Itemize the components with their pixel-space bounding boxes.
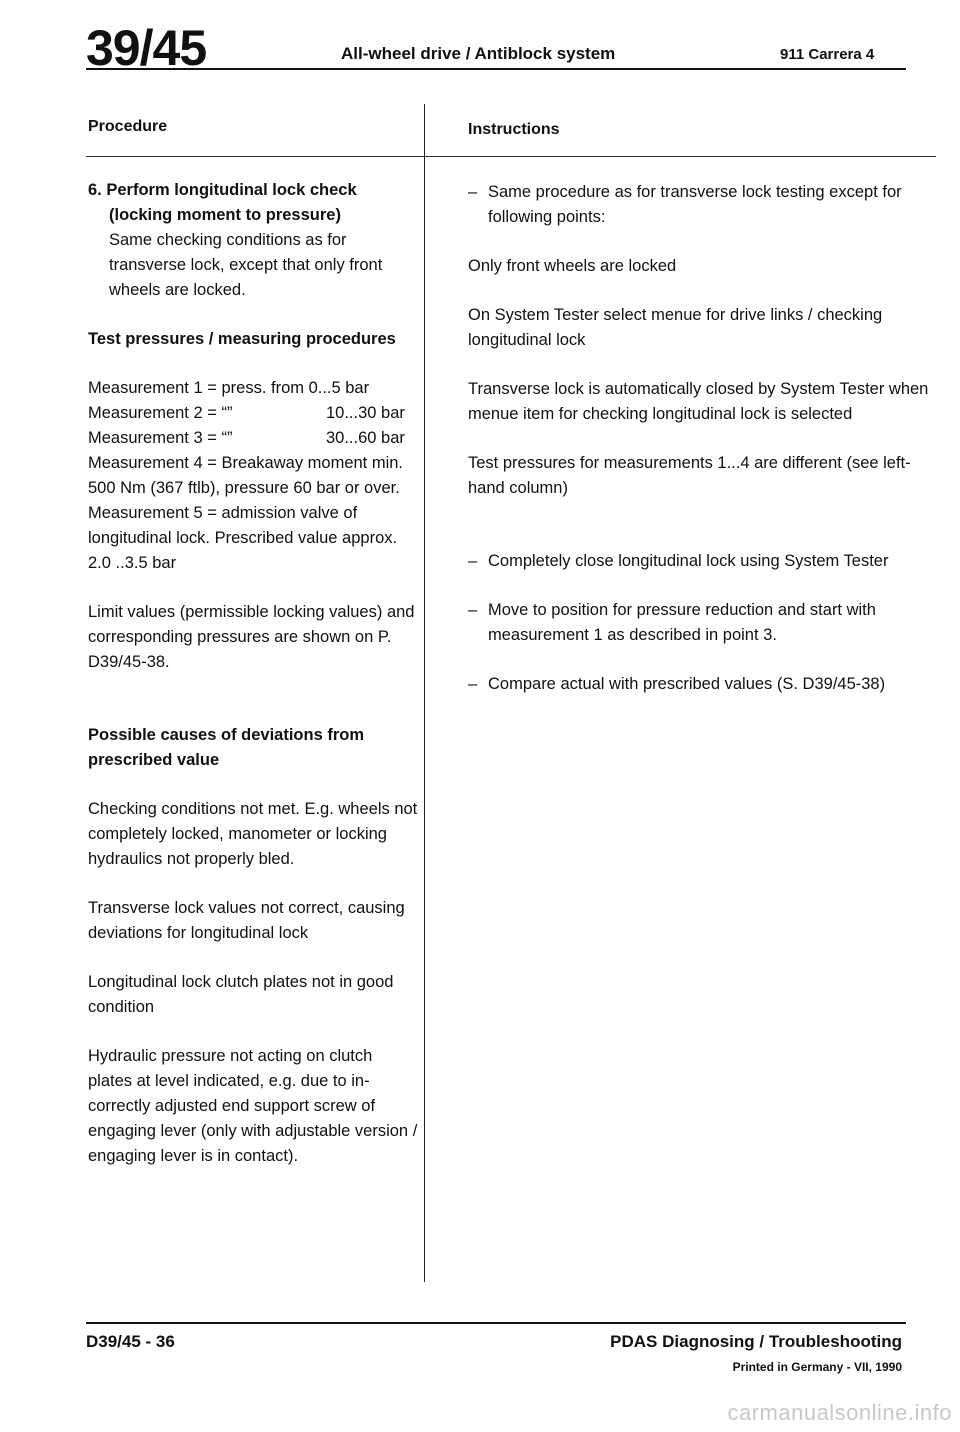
cause-item: Longitudinal lock clutch plates not in good condition [88, 973, 394, 1016]
page-number: 39/45 [86, 20, 207, 76]
footer-print-info: Printed in Germany - VII, 1990 [732, 1360, 902, 1374]
header-rule [86, 68, 906, 70]
instruction-text: Move to position for pressure reduction and start with measurement 1 as described in point 3. [488, 601, 876, 644]
column-divider [424, 104, 425, 1282]
measurement-ditto: = “” [207, 429, 233, 447]
cause-item: Hydraulic pressure not acting on clutch plates at level indicated, e.g. due to in-correctly adjusted end support screw of engaging lever (only with adjustable version / engaging lever is in contact). [88, 1047, 418, 1165]
watermark: carmanualsonline.info [727, 1400, 952, 1425]
test-pressures-heading: Test pressures / measuring procedures [88, 330, 396, 348]
instruction-paragraph: Transverse lock is automatically closed by System Tester when menue item for checking longitudinal lock is selected [468, 380, 929, 423]
cause-item: Checking conditions not met. E.g. wheels not completely locked, manometer or locking hydraulics not properly bled. [88, 800, 418, 868]
instructions-column [468, 180, 938, 697]
measurement-ditto: = “” [207, 404, 233, 422]
measurement-value: press. from 0...5 bar [221, 379, 370, 397]
measurement-value: 30...60 bar [326, 429, 405, 447]
measurement-list [88, 376, 418, 576]
measurement-row [88, 401, 418, 426]
instruction-text: Completely close longitudinal lock using System Tester [488, 552, 889, 570]
instruction-paragraph: Only front wheels are locked [468, 257, 677, 275]
dash-marker: – [468, 552, 478, 570]
step-text: Same checking conditions as for transverse lock, except that only front wheels are locked. [109, 231, 383, 299]
footer-page-ref: D39/45 - 36 [86, 1332, 175, 1351]
measurement-5: Measurement 5 = admission valve of longitudinal lock. Prescribed value approx. 2.0 ..3.5 bar [88, 504, 398, 572]
limit-values-text: Limit values (permissible locking values) and corresponding pressures are shown on P. D39/45-38. [88, 603, 415, 671]
measurement-value: 10...30 bar [326, 404, 405, 422]
instruction-text: Same procedure as for transverse lock testing except for following points: [488, 183, 902, 226]
instruction-paragraph: Test pressures for measurements 1...4 are different (see left-hand column) [468, 454, 911, 497]
cause-item: Transverse lock values not correct, causing deviations for longitudinal lock [88, 899, 405, 942]
possible-causes-heading: Possible causes of deviations from prescribed value [88, 726, 365, 769]
instructions-heading: Instructions [468, 121, 560, 138]
column-header-rule [86, 156, 936, 157]
step-title-line1: 6. Perform longitudinal lock check [88, 181, 357, 199]
dash-marker: – [468, 183, 478, 201]
measurement-row [88, 426, 418, 451]
measurement-label: Measurement 3 [88, 429, 203, 447]
measurement-label: Measurement 2 [88, 404, 203, 422]
header-title: All-wheel drive / Antiblock system [341, 44, 616, 63]
footer-rule [86, 1322, 906, 1324]
header-model: 911 Carrera 4 [780, 46, 875, 63]
instruction-bullet [468, 180, 938, 230]
instruction-text: Compare actual with prescribed values (S. D39/45-38) [488, 675, 886, 693]
instruction-bullet [468, 672, 938, 697]
measurement-row [88, 376, 418, 401]
instruction-bullet [468, 598, 938, 648]
procedure-column [88, 178, 418, 1169]
instruction-bullet [468, 549, 938, 574]
dash-marker: – [468, 675, 478, 693]
measurement-4: Measurement 4 = Breakaway moment min. 500 Nm (367 ftlb), pressure 60 bar or over. [88, 454, 404, 497]
dash-marker: – [468, 601, 478, 619]
footer-section: PDAS Diagnosing / Troubleshooting [610, 1332, 902, 1351]
instruction-paragraph: On System Tester select menue for drive links / checking longitudinal lock [468, 306, 883, 349]
measurement-label: Measurement 1 [88, 379, 203, 397]
step-title-line2: (locking moment to pressure) [109, 206, 341, 224]
procedure-heading: Procedure [88, 118, 168, 135]
measurement-equals: = [207, 379, 217, 397]
